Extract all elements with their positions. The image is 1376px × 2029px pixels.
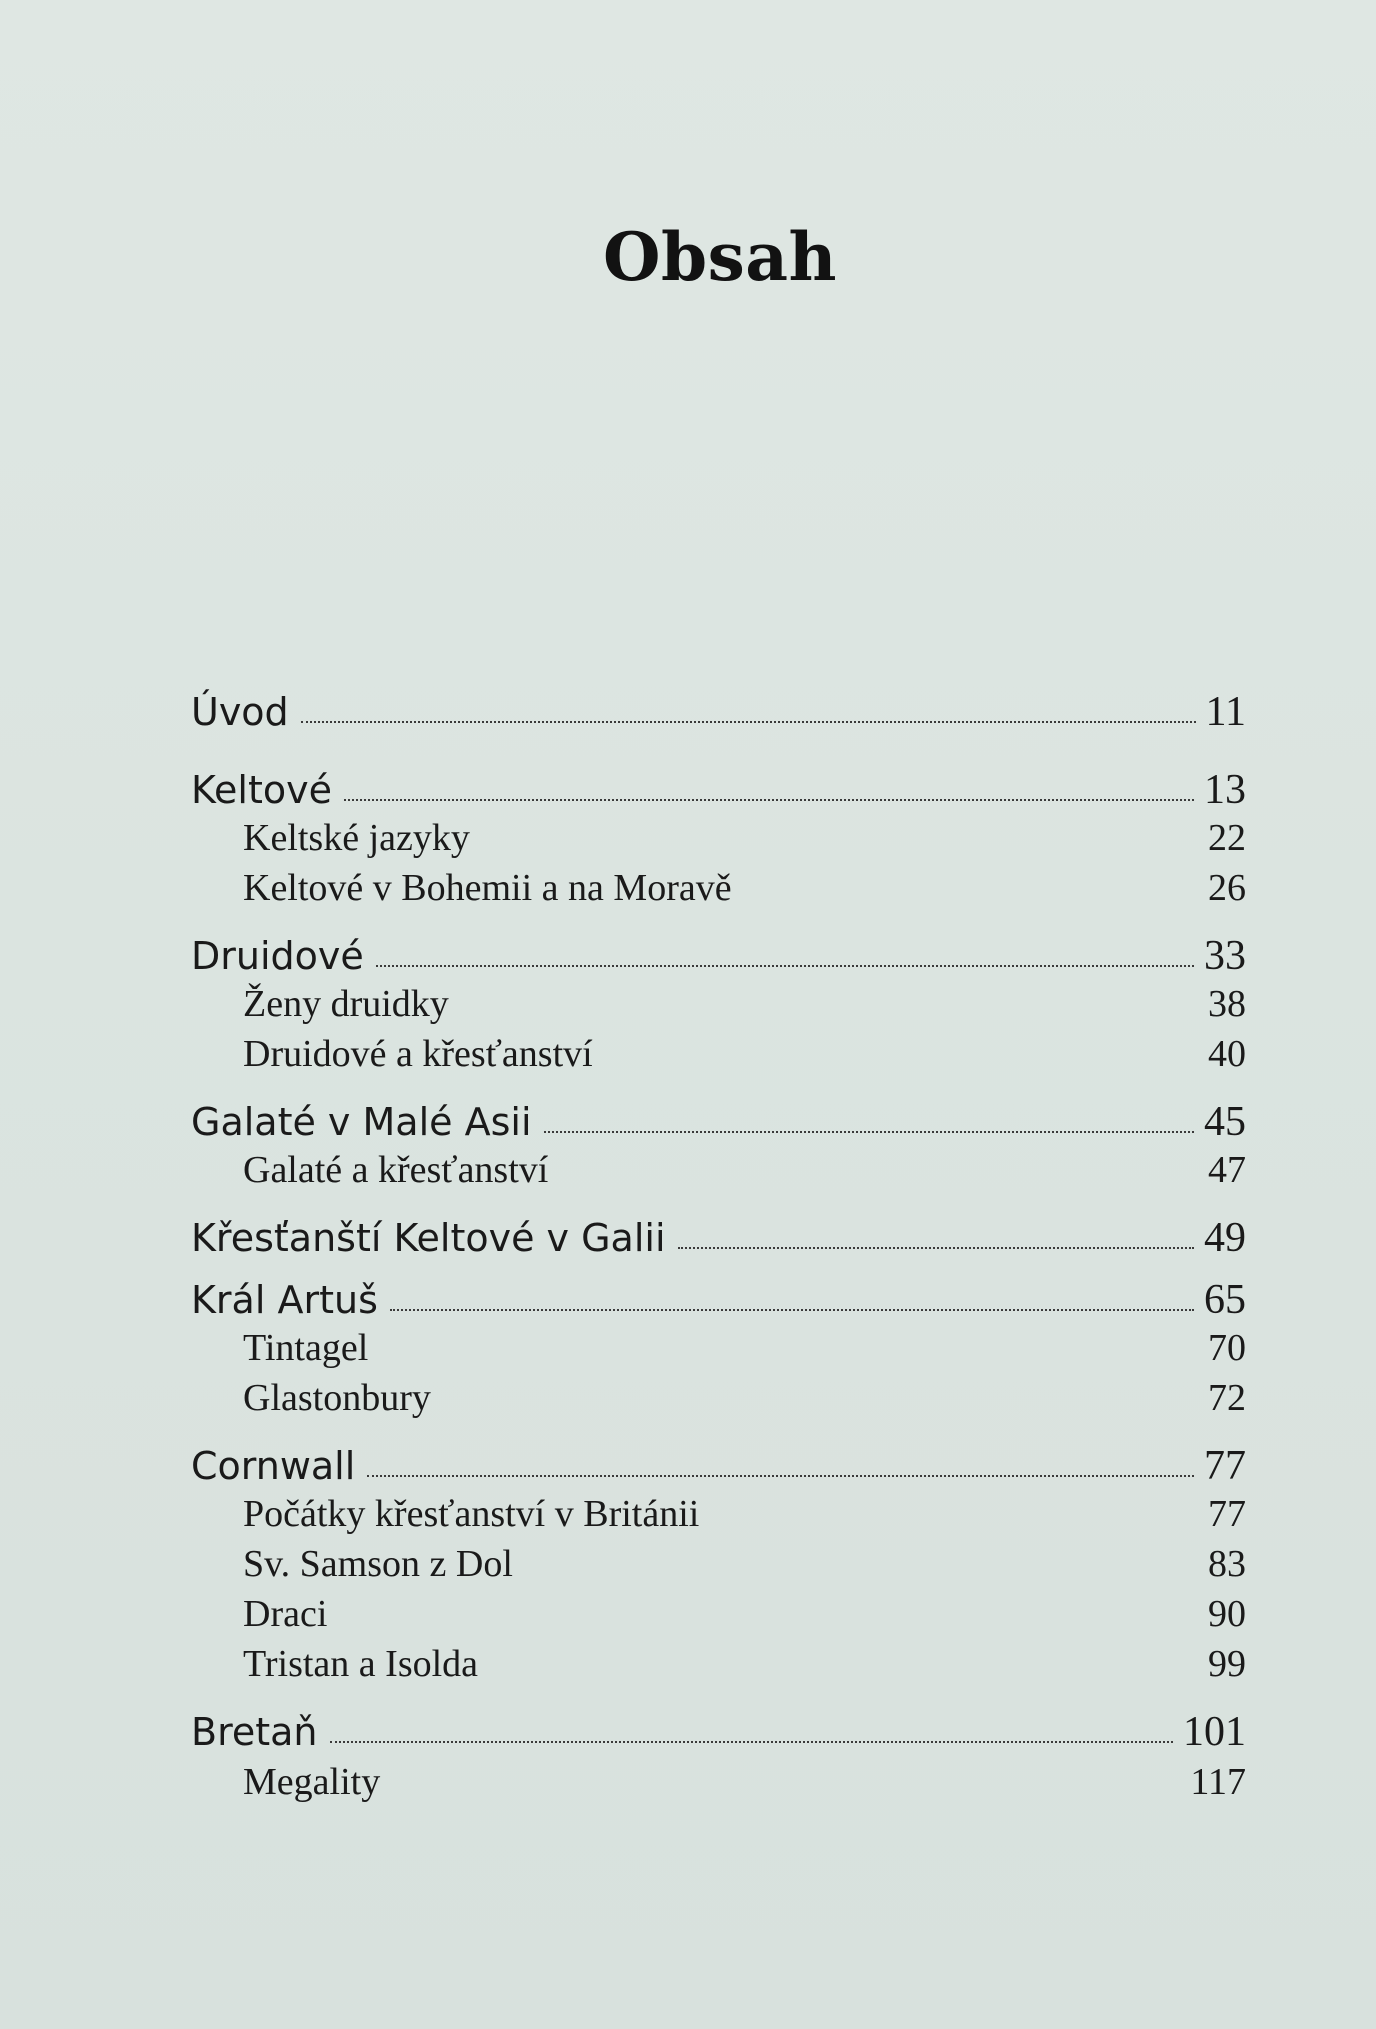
toc-subentry — [191, 816, 1246, 860]
toc-page-number: 83 — [1208, 1543, 1246, 1585]
toc-entry-label: Cornwall — [191, 1444, 356, 1488]
toc-entry-label: Megality — [243, 1761, 381, 1803]
toc-page-number: 65 — [1204, 1277, 1246, 1323]
toc-entry-label: Galaté v Malé Asii — [191, 1100, 532, 1144]
toc-subentry — [191, 1760, 1246, 1804]
toc-page-number: 90 — [1208, 1593, 1246, 1635]
toc-page-number: 11 — [1205, 689, 1246, 735]
toc-entry-label: Král Artuš — [191, 1278, 378, 1322]
toc-page-number: 70 — [1208, 1327, 1246, 1369]
toc-chapter — [191, 766, 1246, 814]
toc-subentry — [191, 1148, 1246, 1192]
dot-leader — [544, 1131, 1195, 1133]
toc-entry-label: Draci — [243, 1593, 328, 1635]
toc-entry-label: Křesťanští Keltové v Galii — [191, 1216, 666, 1260]
toc-entry-label: Tintagel — [243, 1327, 369, 1369]
toc-page-number: 47 — [1208, 1149, 1246, 1191]
toc-entry-label: Bretaň — [191, 1710, 318, 1754]
toc-subentry — [191, 1542, 1246, 1586]
dot-leader — [344, 799, 1194, 801]
toc-page-number: 22 — [1208, 817, 1246, 859]
toc-subentry — [191, 1032, 1246, 1076]
toc-page-number: 40 — [1208, 1033, 1246, 1075]
toc-chapter — [191, 1214, 1246, 1262]
toc-page-number: 38 — [1208, 983, 1246, 1025]
toc-page-number: 117 — [1190, 1761, 1246, 1803]
toc-page-number: 72 — [1208, 1377, 1246, 1419]
toc-chapter — [191, 932, 1246, 980]
page-title: Obsah — [602, 218, 838, 296]
toc-chapter — [191, 688, 1246, 736]
dot-leader — [330, 1741, 1173, 1743]
toc-page-number: 101 — [1183, 1709, 1246, 1755]
toc-chapter — [191, 1098, 1246, 1146]
toc-subentry — [191, 1326, 1246, 1370]
toc-entry-label: Keltské jazyky — [243, 817, 470, 859]
toc-subentry — [191, 1642, 1246, 1686]
toc-page-number: 26 — [1208, 867, 1246, 909]
dot-leader — [376, 965, 1194, 967]
toc-entry-label: Glastonbury — [243, 1377, 431, 1419]
toc-subentry — [191, 866, 1246, 910]
toc-page-number: 13 — [1204, 767, 1246, 813]
toc-subentry — [191, 1492, 1246, 1536]
toc-page-number: 33 — [1204, 933, 1246, 979]
dot-leader — [678, 1247, 1194, 1249]
toc-entry-label: Ženy druidky — [243, 983, 449, 1025]
toc-chapter — [191, 1708, 1246, 1756]
toc-entry-label: Druidové — [191, 934, 364, 978]
toc-subentry — [191, 982, 1246, 1026]
toc-page-number: 49 — [1204, 1215, 1246, 1261]
table-of-contents — [191, 0, 1246, 2029]
toc-chapter — [191, 1442, 1246, 1490]
dot-leader — [390, 1309, 1194, 1311]
toc-page-number: 45 — [1204, 1099, 1246, 1145]
toc-subentry — [191, 1592, 1246, 1636]
toc-entry-label: Tristan a Isolda — [243, 1643, 479, 1685]
toc-entry-label: Sv. Samson z Dol — [243, 1543, 513, 1585]
toc-page-number: 99 — [1208, 1643, 1246, 1685]
toc-subentry — [191, 1376, 1246, 1420]
toc-entry-label: Galaté a křesťanství — [243, 1149, 549, 1191]
toc-entry-label: Druidové a křesťanství — [243, 1033, 593, 1075]
toc-page-number: 77 — [1204, 1443, 1246, 1489]
toc-page-number: 77 — [1208, 1493, 1246, 1535]
toc-chapter — [191, 1276, 1246, 1324]
dot-leader — [301, 721, 1196, 723]
toc-entry-label: Keltové — [191, 768, 332, 812]
toc-entry-label: Keltové v Bohemii a na Moravě — [243, 867, 732, 909]
toc-entry-label: Počátky křesťanství v Británii — [243, 1493, 700, 1535]
dot-leader — [367, 1475, 1194, 1477]
toc-entry-label: Úvod — [191, 690, 289, 734]
